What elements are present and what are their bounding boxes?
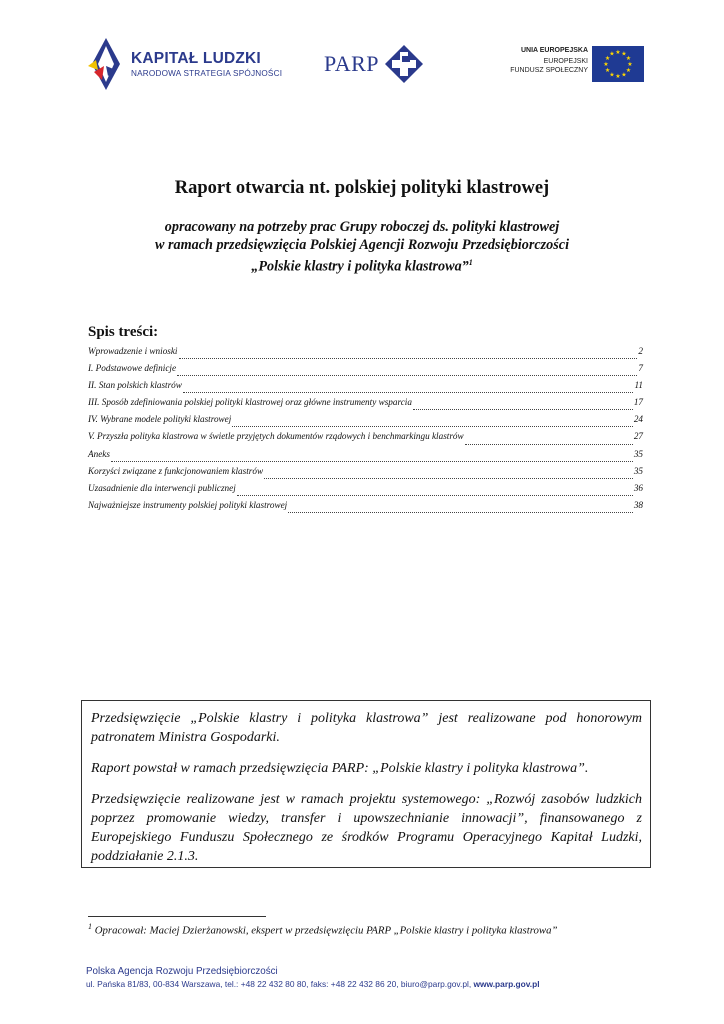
svg-text:★: ★: [604, 55, 611, 62]
subtitle-line-1: opracowany na potrzeby prac Grupy roboczej ds. polityki klastrowej: [164, 219, 560, 235]
svg-text:★: ★: [615, 49, 621, 56]
toc-entry-label: V. Przyszła polityka klastrowa w świetle przyjętych dokumentów rządowych i benchmarkingu klastrów: [88, 431, 464, 442]
parp-logo-text: PARP: [324, 51, 380, 76]
toc-entry[interactable]: [88, 362, 643, 379]
toc-leader: [413, 409, 633, 410]
subtitle-line-3: „Polskie klastry i polityka klastrowa”: [251, 258, 469, 275]
svg-text:★: ★: [615, 73, 621, 80]
kapital-ludzki-logo: [86, 36, 283, 92]
toc-entry-page: 2: [638, 346, 643, 356]
kapital-ludzki-tagline: NARODOWA STRATEGIA SPÓJNOŚCI: [131, 69, 283, 78]
info-paragraph-report: Raport powstał w ramach przedsięwzięcia PARP: „Polskie klastry i polityka klastrowa”.: [91, 761, 589, 776]
eu-logo: [500, 44, 644, 84]
parp-logo: [324, 44, 424, 84]
toc-leader: [111, 461, 633, 462]
toc-leader: [179, 358, 638, 359]
footnote-separator: [88, 916, 266, 917]
subtitle-line-2: w ramach przedsięwzięcia Polskiej Agencji Rozwoju Przedsiębiorczości: [154, 237, 570, 253]
toc-entry-page: 38: [633, 499, 643, 510]
toc-entry[interactable]: [88, 430, 643, 447]
toc-entry-page: 35: [633, 465, 643, 476]
toc-heading: Spis treści:: [88, 324, 159, 340]
toc-entry-label: Aneks: [88, 448, 110, 459]
toc-entry[interactable]: [88, 345, 643, 362]
toc-entry-label: IV. Wybrane modele polityki klastrowej: [88, 414, 232, 425]
parp-emblem-icon: [384, 44, 424, 84]
toc-leader: [465, 444, 633, 445]
toc-entry[interactable]: [88, 396, 643, 413]
toc-entry-page: 27: [633, 431, 643, 442]
toc-entry[interactable]: [88, 499, 643, 516]
eu-logo-line2: EUROPEJSKI: [543, 58, 588, 65]
svg-text:★: ★: [604, 67, 611, 74]
toc-leader: [183, 392, 634, 393]
footer-contact: [86, 979, 540, 989]
info-box: [81, 700, 651, 868]
toc-entry-page: 11: [634, 380, 643, 391]
eu-stars-icon: [592, 46, 644, 82]
toc-entry[interactable]: [88, 413, 643, 430]
svg-text:★: ★: [625, 55, 632, 62]
footer-organization: Polska Agencja Rozwoju Przedsiębiorczości: [86, 966, 278, 977]
toc-entry[interactable]: [88, 465, 643, 482]
svg-text:★: ★: [609, 50, 615, 58]
toc-entry-label: III. Sposób zdefiniowania polskiej polityki klastrowej oraz główne instrumenty wsparcia: [88, 397, 412, 408]
toc-entry-label: I. Podstawowe definicje: [88, 363, 177, 374]
eu-flag-icon: [592, 46, 644, 82]
toc-entry-label: Korzyści związane z funkcjonowaniem klastrów: [88, 465, 264, 476]
document-title: Raport otwarcia nt. polskiej polityki klastrowej: [174, 178, 550, 198]
footnote-mark: 1: [88, 922, 92, 931]
svg-text:★: ★: [625, 67, 632, 74]
eu-logo-line1: UNIA EUROPEJSKA: [520, 47, 588, 54]
toc-entry-label: II. Stan polskich klastrów: [88, 380, 182, 391]
footer-website-link[interactable]: www.parp.gov.pl: [473, 979, 540, 989]
toc-entry-page: 36: [633, 482, 643, 493]
svg-text:★: ★: [621, 50, 627, 58]
svg-text:★: ★: [621, 71, 627, 79]
document-subtitle: [0, 218, 724, 276]
toc-entry[interactable]: [88, 482, 643, 499]
footnote-text: Opracował: Maciej Dzierżanowski, ekspert w przedsięwzięciu PARP „Polskie klastry i polityka klastrowa”: [92, 924, 558, 937]
toc-entry-page: 35: [633, 448, 643, 459]
toc-entry-page: 17: [633, 397, 643, 408]
svg-text:★: ★: [603, 61, 609, 68]
toc-leader: [237, 495, 633, 496]
toc-leader: [232, 426, 632, 427]
eu-logo-line3: FUNDUSZ SPOŁECZNY: [510, 67, 588, 74]
svg-text:★: ★: [627, 61, 633, 68]
svg-text:★: ★: [609, 71, 615, 79]
toc-entry-label: Najważniejsze instrumenty polskiej polityki klastrowej: [88, 499, 288, 510]
toc-leader: [177, 375, 637, 376]
toc-entry[interactable]: [88, 448, 643, 465]
toc-leader: [288, 512, 633, 513]
toc-entry-label: Uzasadnienie dla interwencji publicznej: [88, 482, 236, 493]
info-paragraph-patronage: Przedsięwzięcie „Polskie klastry i polityka klastrowa” jest realizowane pod honorowym patronatem Ministra Gospodarki.: [91, 711, 642, 745]
footnote: [88, 922, 558, 937]
toc-entry-label: Wprowadzenie i wnioski: [88, 346, 178, 356]
table-of-contents: [88, 345, 643, 516]
toc-entry-page: 24: [633, 414, 643, 425]
footer-address: ul. Pańska 81/83, 00-834 Warszawa, tel.: +48 22 432 80 80, faks: +48 22 432 86 20, biuro@parp.gov.pl,: [86, 979, 474, 989]
info-paragraph-funding: Przedsięwzięcie realizowane jest w ramach projektu systemowego: „Rozwój zasobów ludzkich poprzez promowanie wiedzy, transfer i upowszechnianie innowacji”, finansowanego z Europejskiego Funduszu Społecznego ze środków Programu Operacyjnego Kapitał Ludzki, poddziałanie 2.1.3.: [91, 792, 642, 864]
toc-entry[interactable]: [88, 379, 643, 396]
footnote-reference[interactable]: 1: [468, 258, 473, 267]
kapital-ludzki-name: KAPITAŁ LUDZKI: [131, 50, 261, 67]
toc-leader: [264, 478, 633, 479]
kapital-ludzki-emblem-icon: [86, 36, 126, 92]
toc-entry-page: 7: [638, 363, 643, 374]
